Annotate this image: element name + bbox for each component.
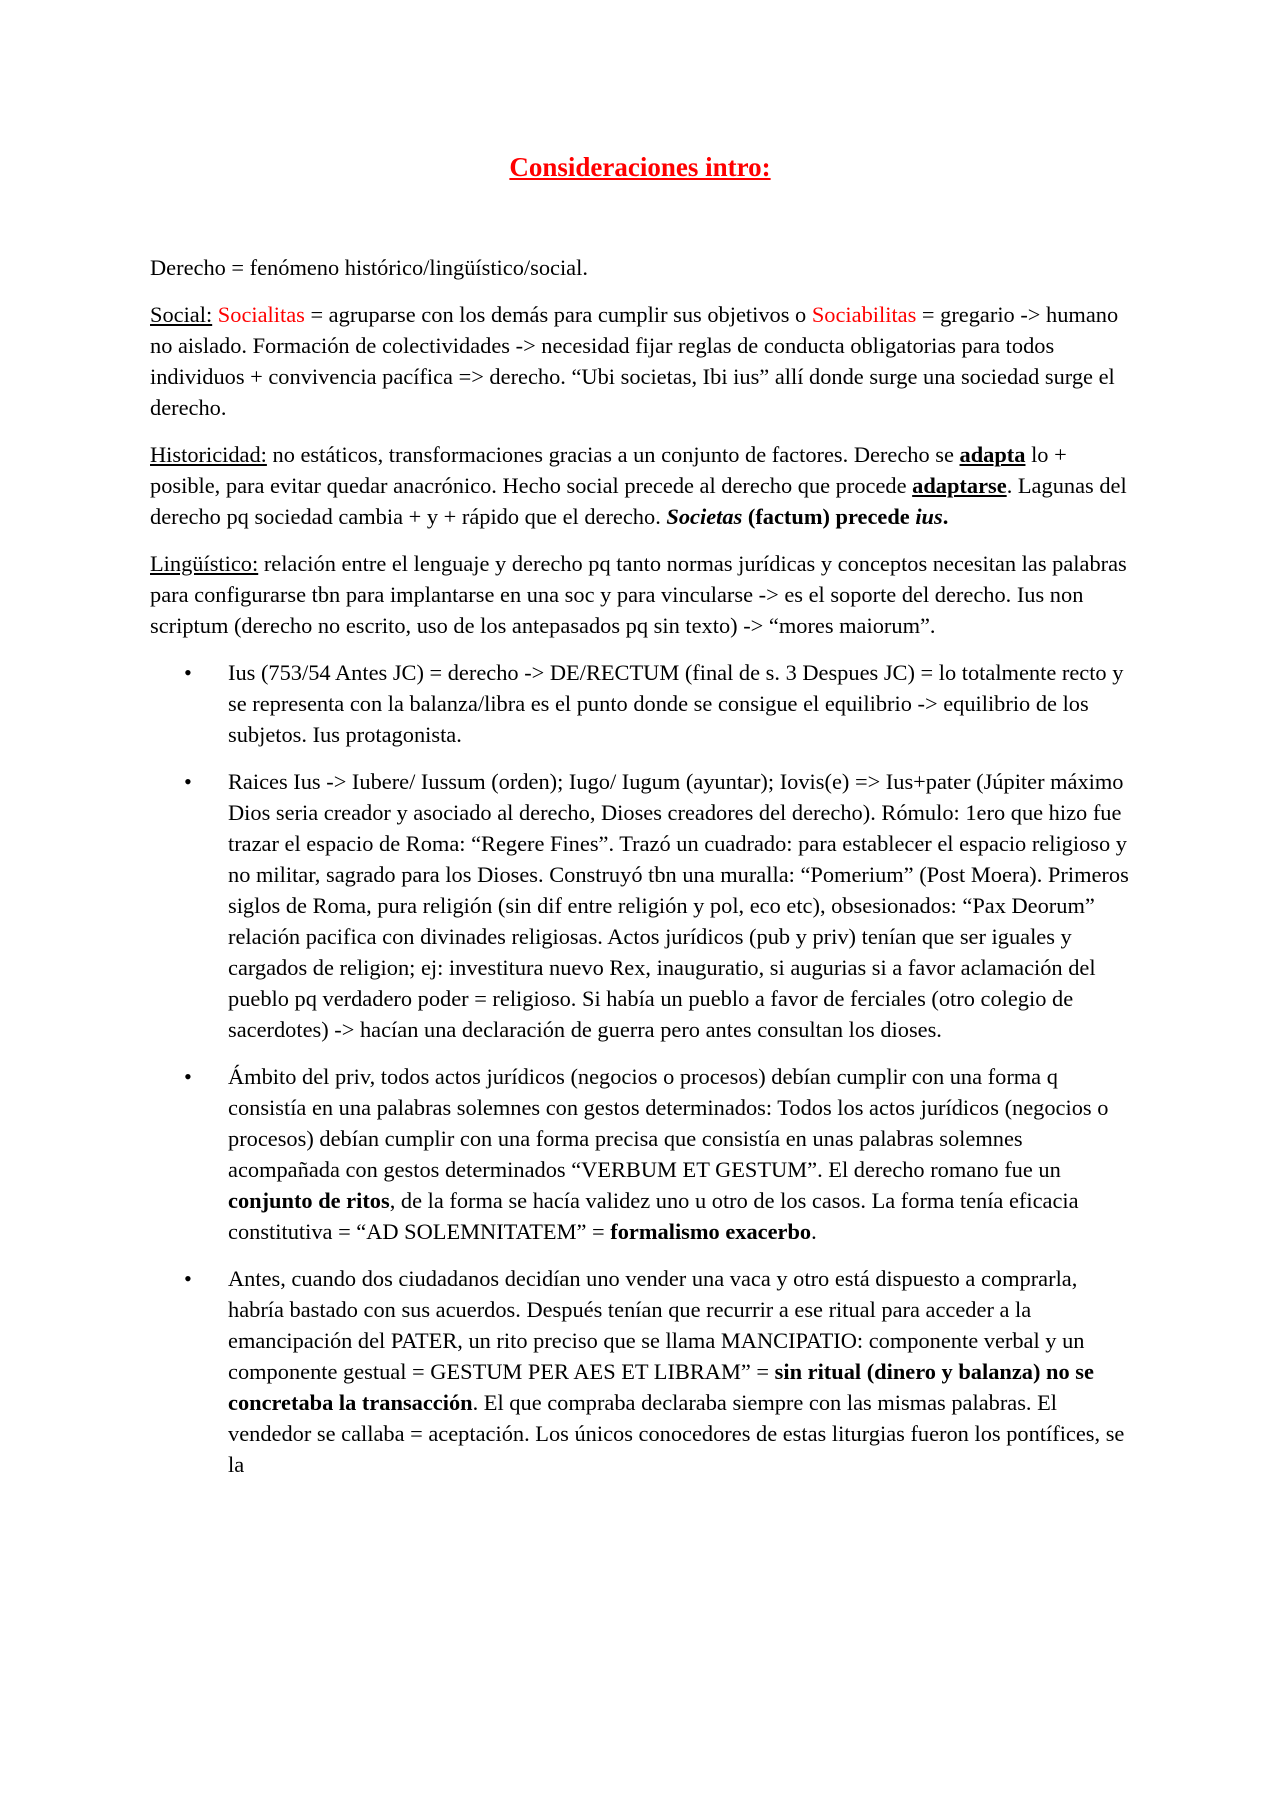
linguistico-paragraph [150,548,1130,641]
social-paragraph [150,299,1130,423]
historicidad-text-2: lo + posible, para evitar quedar anacrónico. Hecho social precede al derecho que procede [150,442,1067,498]
linguistico-label: Lingüístico: [150,551,259,576]
formalismo-term: formalismo exacerbo [610,1219,812,1244]
list-item-text: Ius (753/54 Antes JC) = derecho -> DE/RECTUM (final de s. 3 Despues JC) = lo totalmente recto y se representa con la balanza/libra es el punto donde se consigue el equilibrio -> equilibrio de los subjetos. Ius protagonista. [228,660,1124,747]
list-item-text-3: . [811,1219,817,1244]
social-label: Social: [150,302,213,327]
social-text-3: = gregario -> humano no aislado. Formación de colectividades -> necesidad fijar reglas de conducta obligatorias para todos individuos + convivencia pacífica => derecho. “Ubi societas, Ibi ius” allí donde surge una sociedad surge el derecho. [150,302,1119,420]
document-body [150,252,1130,1496]
list-item-text-2: , de la forma se hacía validez uno u otro de los casos. La forma tenía eficacia constitutiva = “AD SOLEMNITATEM” = [228,1188,1079,1244]
adapta-term: adapta [959,442,1026,467]
bullet-icon: • [184,1064,192,1089]
list-item-text-2: . El que compraba declaraba siempre con las mismas palabras. El vendedor se callaba = aceptación. Los únicos conocedores de estas liturgias fueron los pontífices, se la [228,1390,1125,1477]
historicidad-text-1: no estáticos, transformaciones gracias a un conjunto de factores. Derecho se [266,442,960,467]
societas-term: Societas [666,504,743,529]
list-item-text: Raices Ius -> Iubere/ Iussum (orden); Iugo/ Iugum (ayuntar); Iovis(e) => Ius+pater (Júpiter máximo Dios seria creador y asociado al derecho, Dioses creadores del derecho). Rómulo: 1ero que hizo fue trazar el espacio de Roma: “Regere Fines”. Trazó un cuadrado: para establecer el espacio religioso y no militar, sagrado para los Dioses. Construyó tbn una muralla: “Pomerium” (Post Moera). Primeros siglos de Roma, pura religión (sin dif entre religión y pol, eco etc), obsesionados: “Pax Deorum” relación pacifica con divinades religiosas. Actos jurídicos (pub y priv) tenían que ser iguales y cargados de religion; ej: investitura nuevo Rex, inauguratio, si augurias si a favor aclamación del pueblo pq verdadero poder = religioso. Si había un pueblo a favor de ferciales (otro colegio de sacerdotes) -> hacían una declaración de guerra pero antes consultan los dioses. [228,769,1129,1042]
intro-paragraph: Derecho = fenómeno histórico/lingüístico/social. [150,255,588,280]
list-item-text-1: Ámbito del priv, todos actos jurídicos (negocios o procesos) debían cumplir con una forma q consistía en una palabras solemnes con gestos determinados: Todos los actos jurídicos (negocios o procesos) debían cumplir con una forma precisa que consistía en unas palabras solemnes acompañada con gestos determinados “VERBUM ET GESTUM”. El derecho romano fue un [228,1064,1109,1182]
sin-ritual-term: sin ritual (dinero y balanza) no se concretaba la transacción [228,1359,1094,1415]
list-item [150,766,1130,1045]
social-text-2: = agruparse con los demás para cumplir sus objetivos o [304,302,812,327]
bullet-list [150,657,1130,1480]
list-item-text-1: Antes, cuando dos ciudadanos decidían uno vender una vaca y otro está dispuesto a comprarla, habría bastado con sus acuerdos. Después tenían que recurrir a ese ritual para acceder a la emancipación del PATER, un rito preciso que se llama MANCIPATIO: componente verbal y un componente gestual = GESTUM PER AES ET LIBRAM” = [228,1266,1085,1384]
page-title: Consideraciones intro: [509,152,771,182]
list-item [150,1263,1130,1480]
linguistico-text: relación entre el lenguaje y derecho pq tanto normas jurídicas y conceptos necesitan las palabras para configurarse tbn para implantarse en una soc y para vincularse -> es el soporte del derecho. Ius non scriptum (derecho no escrito, uso de los antepasados pq sin texto) -> “mores maiorum”. [150,551,1127,638]
historicidad-dot: . [942,504,949,529]
historicidad-label: Historicidad: [150,442,267,467]
historicidad-text-3: . Lagunas del derecho pq sociedad cambia + y + rápido que el derecho. [150,473,1127,529]
list-item [150,657,1130,750]
sociabilitas-term: Sociabilitas [811,302,917,327]
list-item [150,1061,1130,1247]
bullet-icon: • [184,660,192,685]
conjunto-de-ritos-term: conjunto de ritos [228,1188,390,1213]
adaptarse-term: adaptarse [912,473,1007,498]
factum-text: (factum) precede [742,504,916,529]
historicidad-paragraph [150,439,1130,532]
socialitas-term: Socialitas [217,302,305,327]
bullet-icon: • [184,1266,192,1291]
ius-term: ius [915,504,943,529]
bullet-icon: • [184,769,192,794]
